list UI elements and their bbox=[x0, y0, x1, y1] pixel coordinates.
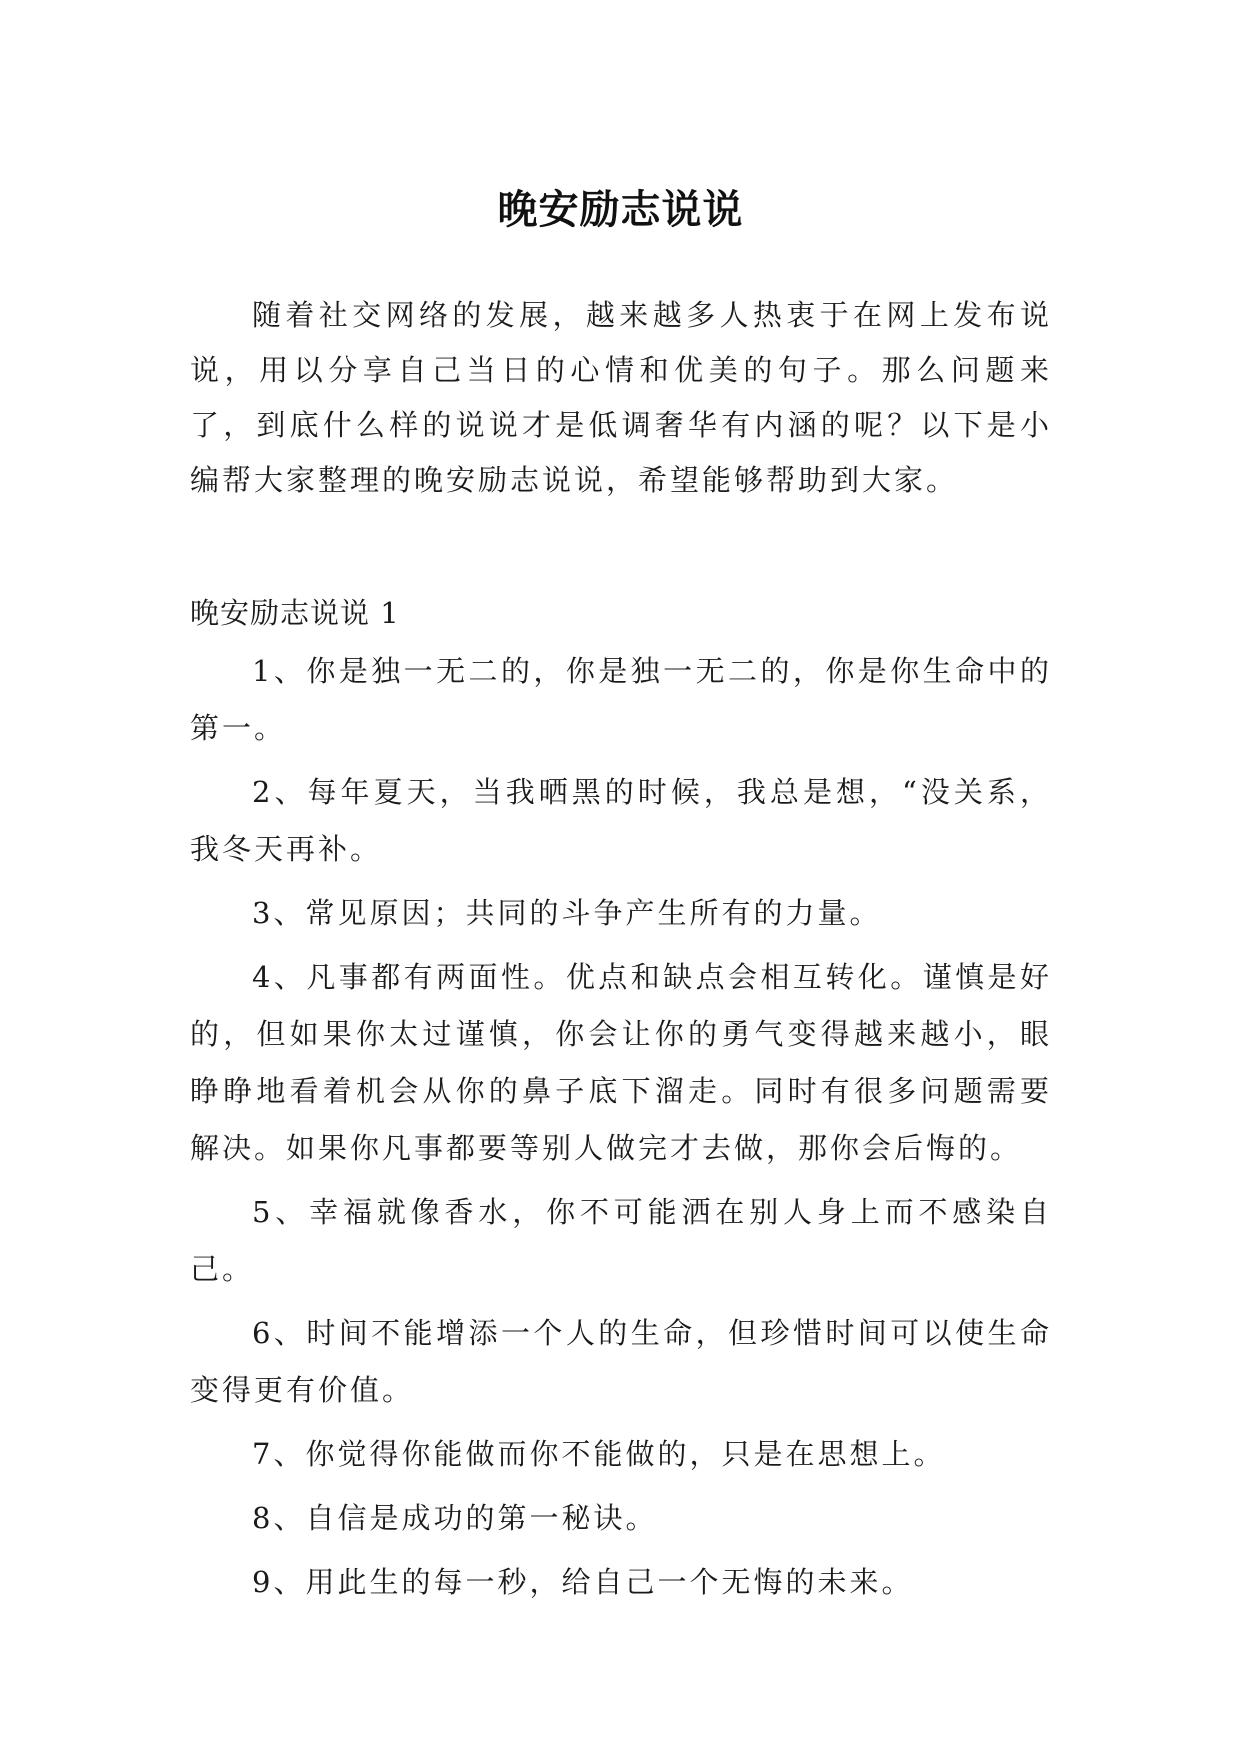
section-heading: 晚安励志说说 1 bbox=[190, 596, 400, 630]
quote-item: 7、你觉得你能做而你不能做的，只是在思想上。 bbox=[252, 1437, 946, 1471]
intro-paragraph: 随着社交网络的发展，越来越多人热衷于在网上发布说说，用以分享自己当日的心情和优美的句子。那么问题来了，到底什么样的说说才是低调奢华有内涵的呢？以下是小编帮大家整理的晚安励志说说，希望能够帮助到大家。 bbox=[190, 298, 1052, 497]
quote-item: 5、幸福就像香水，你不可能洒在别人身上而不感染自己。 bbox=[190, 1195, 1052, 1286]
quote-item: 3、常见原因；共同的斗争产生所有的力量。 bbox=[252, 896, 882, 930]
document-body bbox=[190, 288, 1052, 1611]
quote-item: 6、时间不能增添一个人的生命，但珍惜时间可以使生命变得更有价值。 bbox=[190, 1316, 1052, 1407]
quote-item: 2、每年夏天，当我晒黑的时候，我总是想，“没关系，我冬天再补。 bbox=[190, 775, 1052, 866]
quote-item: 8、自信是成功的第一秘诀。 bbox=[252, 1501, 658, 1535]
quote-list bbox=[190, 643, 1052, 1611]
quote-item: 1、你是独一无二的，你是独一无二的，你是你生命中的第一。 bbox=[190, 654, 1052, 745]
quote-item: 9、用此生的每一秒，给自己一个无悔的未来。 bbox=[252, 1565, 914, 1599]
quote-item: 4、凡事都有两面性。优点和缺点会相互转化。谨慎是好的，但如果你太过谨慎，你会让你的勇气变得越来越小，眼睁睁地看着机会从你的鼻子底下溜走。同时有很多问题需要解决。如果你凡事都要等别人做完才去做，那你会后悔的。 bbox=[190, 960, 1052, 1165]
document-title: 晚安励志说说 bbox=[497, 186, 744, 233]
